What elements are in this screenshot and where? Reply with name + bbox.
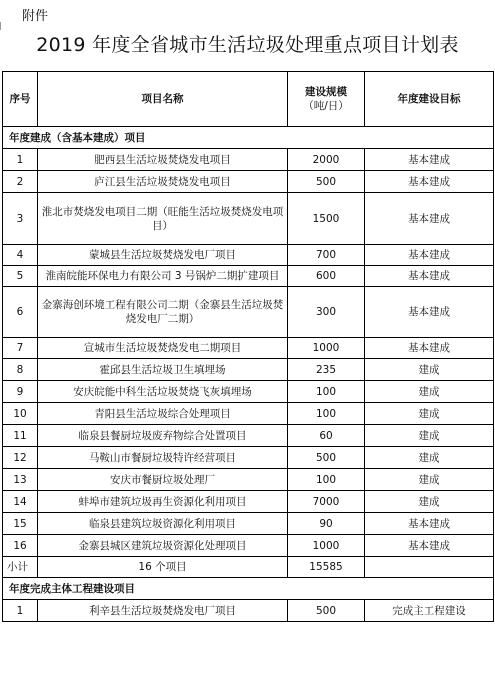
row-scale: 300 (288, 287, 365, 338)
row-name: 金寨海创环境工程有限公司二期（金寨县生活垃圾焚烧发电厂二期） (38, 287, 288, 338)
subtotal-label: 小计 (3, 557, 38, 578)
header-row (3, 72, 494, 127)
row-seq: 15 (3, 513, 38, 535)
row-seq: 7 (3, 338, 38, 359)
header-seq: 序号 (3, 72, 38, 127)
attachment-label: 附件 (22, 9, 49, 24)
subtotal-target (365, 557, 494, 578)
table-row (3, 425, 494, 447)
row-scale: 500 (288, 600, 365, 622)
table-row (3, 381, 494, 403)
row-scale: 235 (288, 359, 365, 381)
table-row (3, 287, 494, 338)
row-name: 霍邱县生活垃圾卫生填埋场 (38, 359, 288, 381)
section-title: 年度完成主体工程建设项目 (3, 578, 494, 600)
row-seq: 1 (3, 600, 38, 622)
section-title: 年度建成（含基本建成）项目 (3, 127, 494, 149)
row-name: 临泉县餐厨垃圾废弃物综合处置项目 (38, 425, 288, 447)
row-target: 建成 (365, 403, 494, 425)
row-seq: 2 (3, 171, 38, 193)
row-seq: 14 (3, 491, 38, 513)
row-name: 马鞍山市餐厨垃圾特许经营项目 (38, 447, 288, 469)
header-scale-label: 建设规模 (305, 86, 347, 98)
row-target: 基本建成 (365, 149, 494, 171)
row-scale: 7000 (288, 491, 365, 513)
row-seq: 10 (3, 403, 38, 425)
row-scale: 1000 (288, 338, 365, 359)
header-scale-unit: （吨/日） (303, 100, 349, 112)
row-scale: 600 (288, 266, 365, 287)
row-name: 青阳县生活垃圾综合处理项目 (38, 403, 288, 425)
row-seq: 9 (3, 381, 38, 403)
row-target: 建成 (365, 359, 494, 381)
section2-rows (3, 600, 494, 622)
row-name: 安庆皖能中科生活垃圾焚烧飞灰填埋场 (38, 381, 288, 403)
row-seq: 1 (3, 149, 38, 171)
table-row (3, 359, 494, 381)
header-scale (288, 72, 365, 127)
header-name: 项目名称 (38, 72, 288, 127)
row-target: 基本建成 (365, 338, 494, 359)
row-scale: 100 (288, 381, 365, 403)
row-target: 基本建成 (365, 513, 494, 535)
table-row (3, 447, 494, 469)
row-name: 临泉县建筑垃圾资源化利用项目 (38, 513, 288, 535)
row-scale: 2000 (288, 149, 365, 171)
row-scale: 1500 (288, 193, 365, 245)
table-row (3, 469, 494, 491)
row-target: 基本建成 (365, 171, 494, 193)
row-name: 安庆市餐厨垃圾处理厂 (38, 469, 288, 491)
row-target: 建成 (365, 469, 494, 491)
row-seq: 6 (3, 287, 38, 338)
row-target: 建成 (365, 447, 494, 469)
project-table (2, 71, 494, 622)
row-target: 基本建成 (365, 287, 494, 338)
row-target: 建成 (365, 425, 494, 447)
row-target: 基本建成 (365, 535, 494, 557)
row-target: 建成 (365, 381, 494, 403)
row-name: 肥西县生活垃圾焚烧发电项目 (38, 149, 288, 171)
table-row (3, 491, 494, 513)
header-target: 年度建设目标 (365, 72, 494, 127)
row-name: 金寨县城区建筑垃圾资源化处理项目 (38, 535, 288, 557)
row-scale: 100 (288, 469, 365, 491)
row-seq: 13 (3, 469, 38, 491)
row-target: 基本建成 (365, 245, 494, 266)
table-row (3, 403, 494, 425)
row-seq: 11 (3, 425, 38, 447)
row-seq: 3 (3, 193, 38, 245)
table-row (3, 338, 494, 359)
row-target: 建成 (365, 491, 494, 513)
row-scale: 500 (288, 447, 365, 469)
table-row (3, 600, 494, 622)
subtotal-count: 16 个项目 (38, 557, 288, 578)
row-seq: 16 (3, 535, 38, 557)
row-scale: 100 (288, 403, 365, 425)
row-scale: 90 (288, 513, 365, 535)
row-seq: 4 (3, 245, 38, 266)
row-seq: 8 (3, 359, 38, 381)
page-title: 2019 年度全省城市生活垃圾处理重点项目计划表 (36, 34, 459, 56)
subtotal-row (3, 557, 494, 578)
row-name: 淮北市焚烧发电项目二期（旺能生活垃圾焚烧发电项目） (38, 193, 288, 245)
table-row (3, 266, 494, 287)
margin-mark (0, 22, 1, 30)
table-row (3, 193, 494, 245)
row-name: 蚌埠市建筑垃圾再生资源化利用项目 (38, 491, 288, 513)
table-row (3, 535, 494, 557)
row-target: 完成主工程建设 (365, 600, 494, 622)
row-scale: 1000 (288, 535, 365, 557)
row-name: 利辛县生活垃圾焚烧发电厂项目 (38, 600, 288, 622)
section-row (3, 578, 494, 600)
row-scale: 700 (288, 245, 365, 266)
section1-rows (3, 149, 494, 557)
row-name: 蒙城县生活垃圾焚烧发电厂项目 (38, 245, 288, 266)
row-scale: 500 (288, 171, 365, 193)
row-seq: 12 (3, 447, 38, 469)
table-row (3, 171, 494, 193)
row-seq: 5 (3, 266, 38, 287)
row-target: 基本建成 (365, 266, 494, 287)
section-row (3, 127, 494, 149)
table-row (3, 245, 494, 266)
row-name: 宣城市生活垃圾焚烧发电二期项目 (38, 338, 288, 359)
row-scale: 60 (288, 425, 365, 447)
table-row (3, 149, 494, 171)
row-target: 基本建成 (365, 193, 494, 245)
table-row (3, 513, 494, 535)
row-name: 淮南皖能环保电力有限公司 3 号锅炉二期扩建项目 (38, 266, 288, 287)
subtotal-scale: 15585 (288, 557, 365, 578)
row-name: 庐江县生活垃圾焚烧发电项目 (38, 171, 288, 193)
